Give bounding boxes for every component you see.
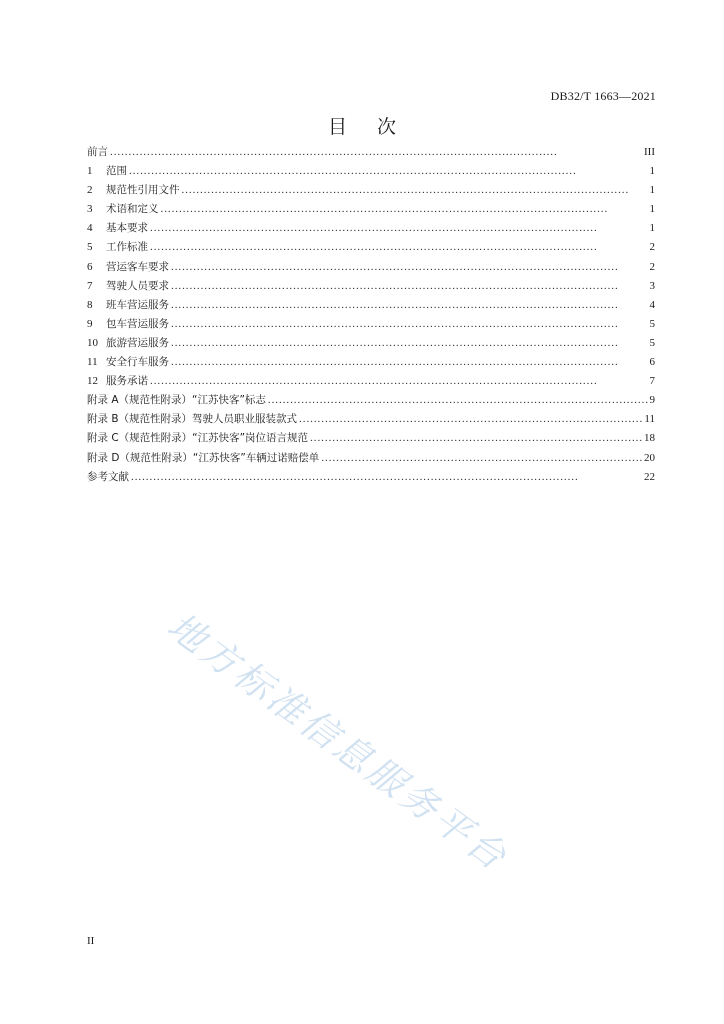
watermark: 地方标准信息服务平台 [159,604,517,881]
document-code: DB32/T 1663—2021 [550,89,656,103]
toc-entry[interactable] [87,277,655,296]
toc-entry[interactable] [87,468,655,487]
table-of-contents [87,143,655,487]
toc-entry[interactable] [87,315,655,334]
toc-dot-leader [129,162,648,181]
toc-entry-label: 规范性引用文件 [106,184,180,197]
toc-entry-label: 服务承诺 [106,375,148,388]
toc-dot-leader [171,258,648,277]
toc-entry-page: 1 [649,165,655,178]
toc-entry[interactable] [87,372,655,391]
toc-entry-page: 6 [649,356,655,369]
toc-entry-label: 基本要求 [106,222,148,235]
toc-title-part1: 目 [327,116,347,138]
toc-entry-page: 2 [649,260,655,273]
toc-entry-page: 20 [644,451,655,464]
toc-entry-label: 驾驶人员要求 [106,279,169,292]
toc-entry[interactable] [87,258,655,277]
toc-entry-page: 18 [644,432,655,445]
toc-entry-page: 5 [649,336,655,349]
toc-entry[interactable] [87,162,655,181]
toc-entry-number: 8 [87,298,93,311]
toc-dot-leader [171,296,648,315]
toc-entry[interactable] [87,219,655,238]
toc-entry-label: 附录 B（规范性附录）驾驶人员职业服装款式 [87,413,298,426]
toc-entry-number: 2 [87,184,93,197]
toc-entry-number: 6 [87,260,93,273]
toc-entry-page: 22 [644,470,655,483]
toc-entry[interactable] [87,296,655,315]
toc-entry-page: 9 [649,394,655,407]
toc-entry-page: 2 [649,241,655,254]
toc-entry-page: 1 [649,203,655,216]
toc-entry-label: 包车营运服务 [106,317,169,330]
toc-title-part2: 次 [377,116,397,138]
toc-entry-label: 营运客车要求 [106,260,169,273]
toc-entry-number: 10 [87,336,98,349]
toc-entry[interactable] [87,143,655,162]
toc-entry-label: 前言 [87,146,108,158]
toc-dot-leader [150,219,648,238]
toc-entry-label: 附录 D（规范性附录）“江苏快客”车辆过诺赔偿单 [87,451,320,464]
toc-entry-page: 5 [649,317,655,330]
toc-dot-leader [131,468,642,487]
toc-entry-label: 安全行车服务 [106,356,169,369]
toc-entry-page: III [644,146,655,158]
toc-dot-leader [110,143,642,162]
toc-entry-page: 1 [649,222,655,235]
toc-entry-label: 班车营运服务 [106,298,169,311]
toc-dot-leader [150,238,648,257]
toc-entry-label: 附录 C（规范性附录）“江苏快客”岗位语言规范 [87,432,309,445]
toc-entry-number: 11 [87,356,98,369]
toc-entry-number: 12 [87,375,98,388]
toc-title [0,112,724,139]
toc-dot-leader [171,334,648,353]
toc-entry[interactable] [87,429,655,448]
toc-entry-label: 旅游营运服务 [106,336,169,349]
toc-dot-leader [171,353,648,372]
toc-dot-leader [310,429,642,448]
toc-entry[interactable] [87,410,655,429]
toc-entry[interactable] [87,334,655,353]
toc-entry-number: 7 [87,279,93,292]
toc-entry-number: 9 [87,317,93,330]
toc-entry[interactable] [87,391,655,410]
toc-dot-leader [150,372,648,391]
toc-entry-label: 附录 A（规范性附录）“江苏快客”标志 [87,394,266,407]
toc-dot-leader [182,181,648,200]
toc-dot-leader [321,449,642,468]
page-number: II [87,935,95,947]
toc-entry-page: 1 [649,184,655,197]
toc-entry[interactable] [87,238,655,257]
toc-entry[interactable] [87,449,655,468]
toc-entry-label: 术语和定义 [106,203,159,216]
toc-entry-number: 5 [87,241,93,254]
toc-entry[interactable] [87,353,655,372]
toc-entry-label: 工作标准 [106,241,148,254]
toc-dot-leader [299,410,642,429]
toc-entry-page: 4 [649,298,655,311]
toc-entry-label: 范围 [106,165,127,178]
toc-entry-page: 7 [649,375,655,388]
toc-entry[interactable] [87,181,655,200]
toc-entry-page: 3 [649,279,655,292]
toc-entry-number: 1 [87,165,93,178]
toc-entry-label: 参考文献 [87,470,129,483]
toc-entry-page: 11 [644,413,655,426]
toc-dot-leader [171,315,648,334]
toc-dot-leader [171,277,648,296]
toc-dot-leader [161,200,648,219]
toc-entry-number: 3 [87,203,93,216]
toc-entry-number: 4 [87,222,93,235]
toc-dot-leader [268,391,648,410]
toc-entry[interactable] [87,200,655,219]
